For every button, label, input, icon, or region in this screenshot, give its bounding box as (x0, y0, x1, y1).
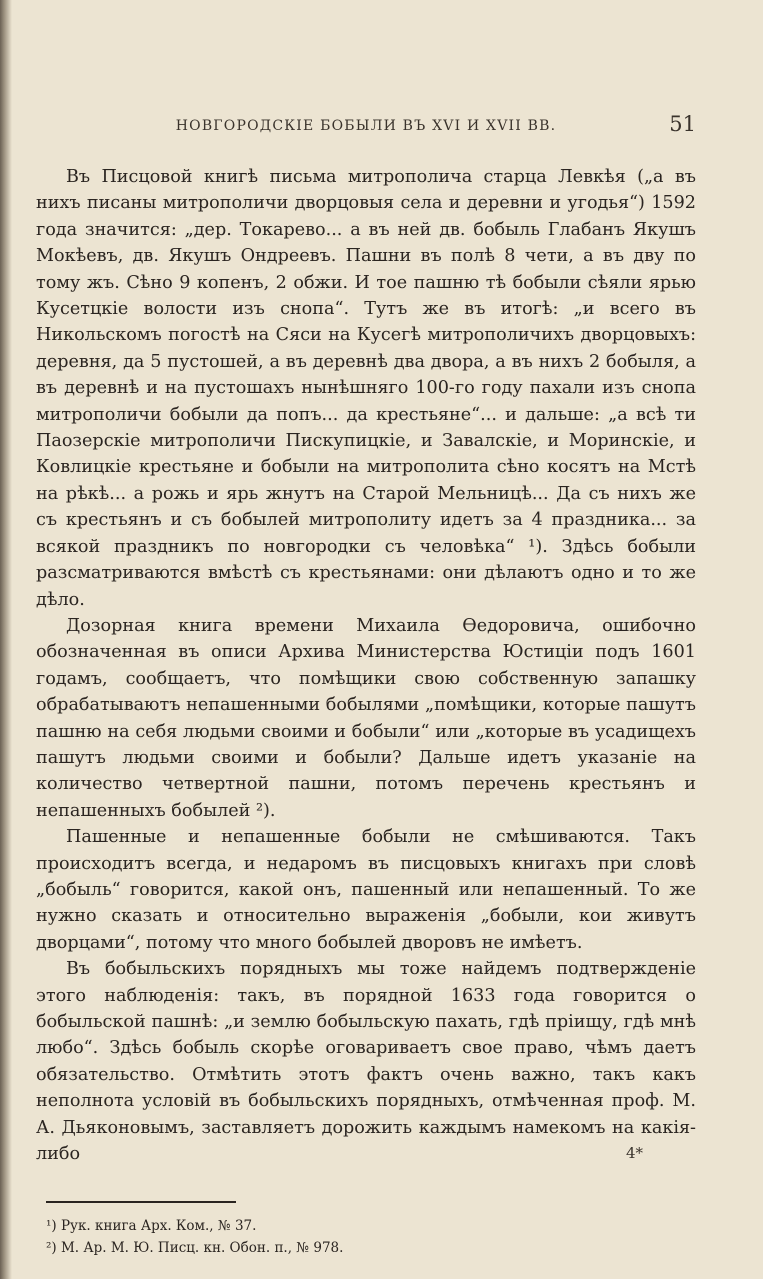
footnotes (46, 1215, 696, 1259)
paragraph: Пашенные и непашенные бобыли не смѣшиваются. Такъ происходитъ всегда, и недаромъ въ писцовыхъ книгахъ при словѣ „бобыль“ говорится, какой онъ, пашенный или непашенный. То же нужно сказать и относительно выраженія „бобыли, кои живутъ дворцами“, потому что много бобылей дворовъ не имѣетъ. (36, 827, 696, 953)
footnote: ¹) Рук. книга Арх. Ком., № 37. (46, 1218, 257, 1235)
paragraph: Въ бобыльскихъ порядныхъ мы тоже найдемъ подтвержденіе этого наблюденія: такъ, въ порядной 1633 года говорится о бобыльской пашнѣ: „и землю бобыльскую пахать, гдѣ пріищу, гдѣ мнѣ любо“. Здѣсь бобыль скорѣе оговариваетъ свое право, чѣмъ даетъ обязательство. Отмѣтить этотъ фактъ очень важно, такъ какъ неполнота условій въ бобыльскихъ порядныхъ, отмѣченная проф. М. А. Дьяконовымъ, заставляетъ дорожить каждымъ намекомъ на какія-либо (36, 959, 696, 1165)
printer-signature: 4* (625, 1144, 643, 1162)
binding-edge (0, 0, 12, 1279)
paragraph: Дозорная книга времени Михаила Өедоровича, ошибочно обозначенная въ описи Архива Министерства Юстиціи подъ 1601 годамъ, сообщаетъ, что помѣщики свою собственную запашку обрабатываютъ непашенными бобылями „помѣщики, которые пашутъ пашню на себя людьми своими и бобыли“ или „которые въ усадищехъ пашутъ людьми своими и бобыли? Дальше идетъ указаніе на количество четвертной пашни, потомъ перечень крестьянъ и непашенныхъ бобылей ²). (36, 615, 696, 821)
running-title: НОВГОРОДСКІЕ БОБЫЛИ ВЪ XVI И XVII ВВ. (175, 118, 557, 134)
page-header (36, 112, 696, 142)
footnote: ²) М. Ар. М. Ю. Писц. кн. Обон. п., № 978. (46, 1240, 344, 1257)
paragraph: Въ Писцовой книгѣ письма митрополича старца Левкѣя („а въ нихъ писаны митрополичи дворцовыя села и деревни и угодья“) 1592 года значится: „дер. Токарево... а въ ней дв. бобыль Глабанъ Якушъ Мокѣевъ, дв. Якушъ Ондреевъ. Пашни въ полѣ 8 чети, а въ дву по тому жъ. Сѣно 9 копенъ, 2 обжи. И тое пашню тѣ бобыли сѣяли ярью Кусетцкіе волости изъ снопа“. Тутъ же въ итогѣ: „и всего въ Никольскомъ погостѣ на Сяси на Кусегѣ митрополичихъ дворцовыхъ: деревня, да 5 пустошей, а въ деревнѣ два двора, а въ нихъ 2 бобыля, а въ деревнѣ и на пустошахъ нынѣшняго 100-го году пахали изъ снопа митрополичи бобыли да попъ... да крестьяне“... и дальше: „а всѣ ти Паозерскіе митрополичи Пискупицкіе, и Завалскіе, и Моринскіе, и Ковлицкіе крестьяне и бобыли на митрополита сѣно косятъ на Мстѣ на рѣкѣ... а рожь и ярь жнутъ на Старой Мельницѣ... Да съ нихъ же съ крестьянъ и съ бобылей митрополиту идетъ за 4 праздника... за всякой праздникъ по новгородки съ человѣка“ ¹). Здѣсь бобыли разсматриваются вмѣстѣ съ крестьянами: они дѣлаютъ одно и то же дѣло. (36, 167, 696, 610)
footnote-rule (46, 1201, 236, 1203)
body-text (36, 164, 696, 1167)
page-number: 51 (669, 112, 696, 136)
book-page (36, 112, 696, 1259)
